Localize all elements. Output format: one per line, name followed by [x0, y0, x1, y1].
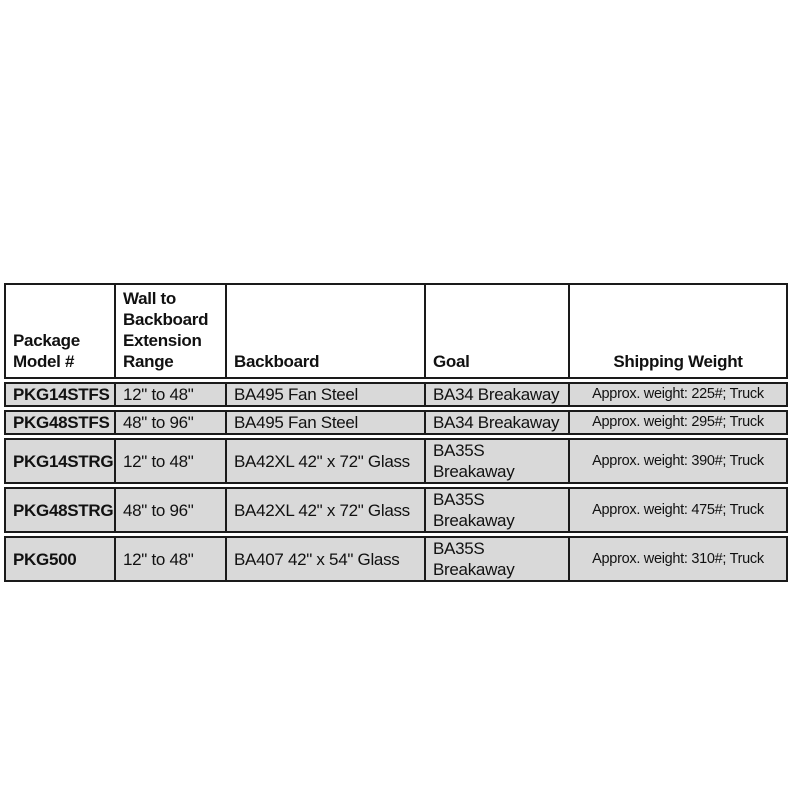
cell-backboard: BA42XL 42" x 72" Glass: [227, 438, 426, 484]
cell-goal: BA34 Breakaway: [426, 410, 570, 435]
cell-goal: BA35S Breakaway: [426, 438, 570, 484]
cell-model: PKG48STFS: [4, 410, 116, 435]
cell-goal: BA35S Breakaway: [426, 536, 570, 582]
column-header-goal: Goal: [426, 283, 570, 379]
package-spec-table: [4, 280, 788, 585]
column-header-shipping-weight: Shipping Weight: [570, 283, 788, 379]
table-row: [4, 487, 788, 533]
cell-range: 12" to 48": [116, 382, 227, 407]
column-header-extension-range: Wall to Backboard Extension Range: [116, 283, 227, 379]
column-header-package-model: Package Model #: [4, 283, 116, 379]
cell-model: PKG48STRG: [4, 487, 116, 533]
package-spec-table-container: [4, 280, 790, 585]
header-row: [4, 283, 788, 379]
cell-model: PKG14STFS: [4, 382, 116, 407]
cell-weight: Approx. weight: 295#; Truck: [570, 410, 788, 435]
cell-model: PKG500: [4, 536, 116, 582]
column-header-backboard: Backboard: [227, 283, 426, 379]
cell-model: PKG14STRG: [4, 438, 116, 484]
cell-backboard: BA42XL 42" x 72" Glass: [227, 487, 426, 533]
cell-weight: Approx. weight: 225#; Truck: [570, 382, 788, 407]
table-row: [4, 410, 788, 435]
cell-weight: Approx. weight: 475#; Truck: [570, 487, 788, 533]
cell-goal: BA34 Breakaway: [426, 382, 570, 407]
cell-backboard: BA495 Fan Steel: [227, 382, 426, 407]
table-row: [4, 536, 788, 582]
cell-goal: BA35S Breakaway: [426, 487, 570, 533]
cell-weight: Approx. weight: 390#; Truck: [570, 438, 788, 484]
cell-range: 12" to 48": [116, 536, 227, 582]
table-row: [4, 438, 788, 484]
cell-range: 48" to 96": [116, 410, 227, 435]
table-row: [4, 382, 788, 407]
cell-range: 48" to 96": [116, 487, 227, 533]
cell-backboard: BA407 42" x 54" Glass: [227, 536, 426, 582]
cell-backboard: BA495 Fan Steel: [227, 410, 426, 435]
cell-range: 12" to 48": [116, 438, 227, 484]
cell-weight: Approx. weight: 310#; Truck: [570, 536, 788, 582]
